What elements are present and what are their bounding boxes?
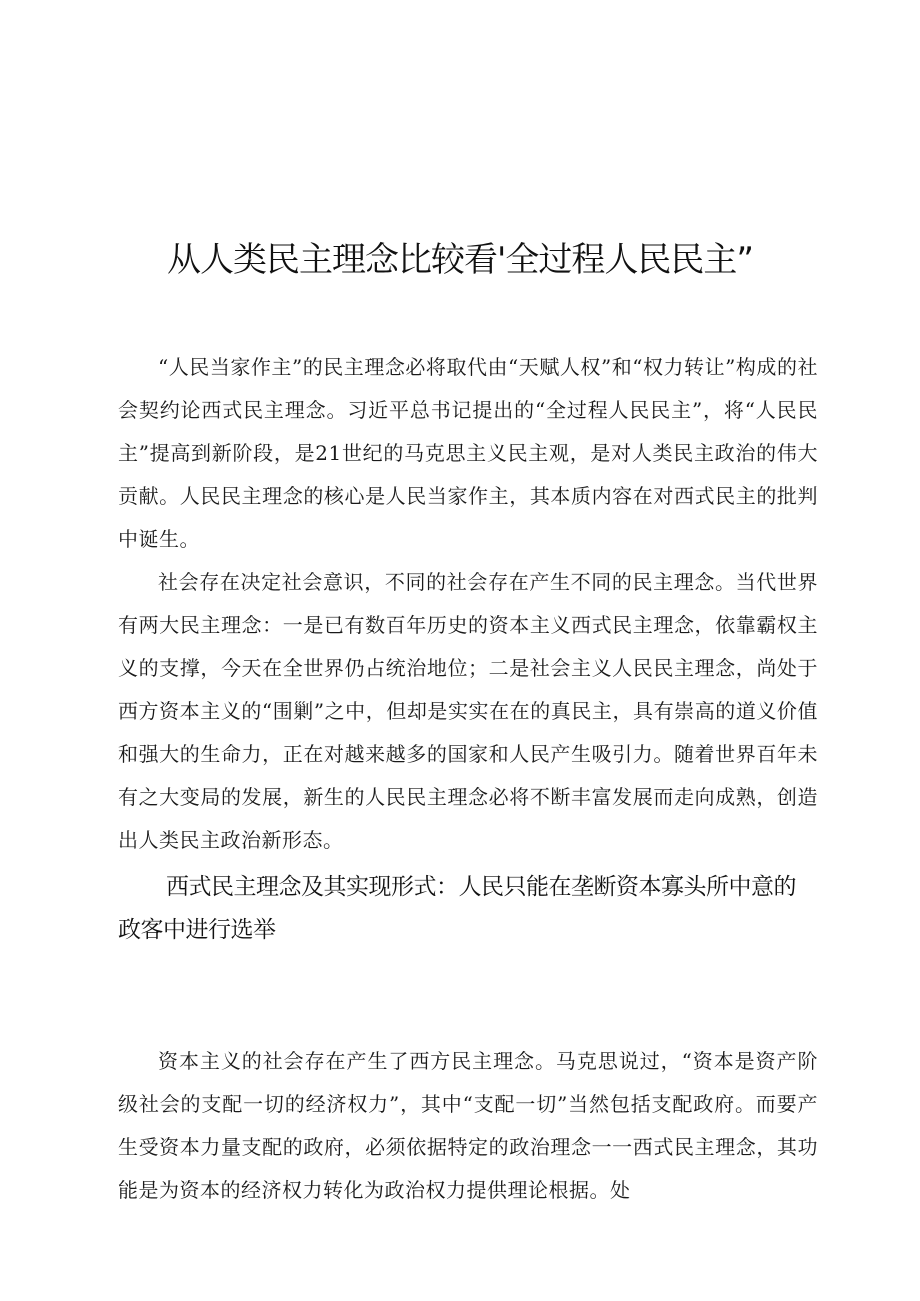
- body-paragraph: 社会存在决定社会意识，不同的社会存在产生不同的民主理念。当代世界有两大民主理念：一是已有数百年历史的资本主义西式民主理念，依靠霸权主义的支撑，今天在全世界仍占统治地位；二是社会主义人民民主理念，尚处于西方资本主义的“围剿”之中，但却是实实在在的真民主，具有崇高的道义价值和强大的生命力，正在对越来越多的国家和人民产生吸引力。随着世界百年未有之大变局的发展，新生的人民民主理念必将不断丰富发展而走向成熟，创造出人类民主政治新形态。: [118, 570, 818, 852]
- document-title: 从人类民主理念比较看'全过程人民民主”: [167, 240, 753, 280]
- body-paragraph: “人民当家作主”的民主理念必将取代由“天赋人权”和“权力转让”构成的社会契约论西式民主理念。习近平总书记提出的“全过程人民民主”，将“人民民主”提高到新阶段，是21世纪的马克思主义民主观，是对人类民主政治的伟大贡献。人民民主理念的核心是人民当家作主，其本质内容在对西式民主的批判中诞生。: [118, 355, 818, 551]
- section-heading: 西式民主理念及其实现形式：人民只能在垄断资本寡头所中意的政客中进行选举: [118, 874, 796, 943]
- section-paragraph: 资本主义的社会存在产生了西方民主理念。马克思说过，“资本是资产阶级社会的支配一切的经济权力”，其中“支配一切”当然包括支配政府。而要产生受资本力量支配的政府，必须依据特定的政治理念一一西式民主理念，其功能是为资本的经济权力转化为政治权力提供理论根据。处: [118, 1049, 818, 1202]
